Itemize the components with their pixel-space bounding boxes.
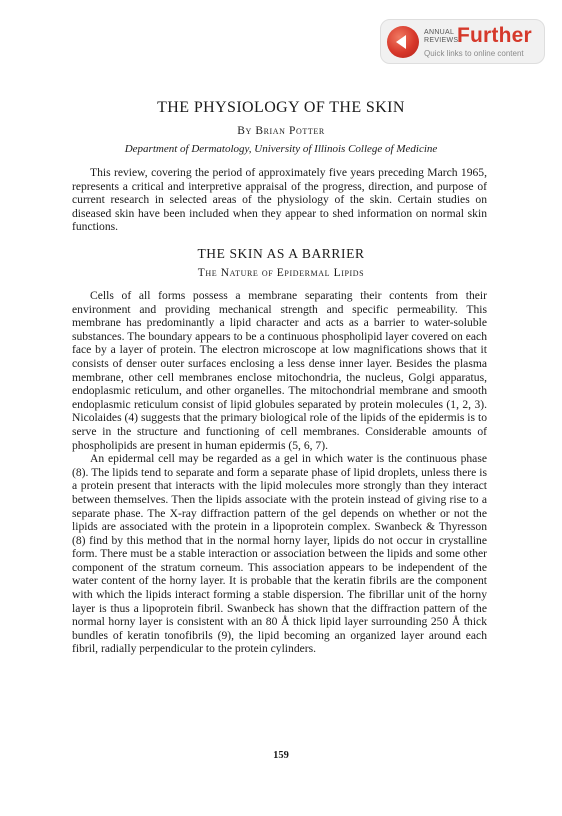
further-badge[interactable] [380, 19, 545, 64]
body-block [72, 289, 487, 656]
intro-paragraph: This review, covering the period of approximately five years preceding March 1965, represents a critical and interpretive appraisal of the progress, direction, and purpose of current research in selected areas of the physiology of the skin. Certain studies on diseased skin have been included when they appear to shed information on normal skin functions. [72, 166, 487, 234]
badge-tagline: Quick links to online content [424, 49, 524, 58]
body-paragraph-1: Cells of all forms possess a membrane separating their contents from their environment and providing mechanical strength and specific permeability. This membrane has predominantly a lipid character and acts as a barrier to water-soluble substances. The boundary appears to be a continuous phospholipid layer covered on each face by a layer of protein. The electron microscope at low magnifications shows that it consists of denser outer surfaces enclosing a less dense inner layer. Besides the plasma membrane, other cell membranes enclose mitochondria, the nucleus, Golgi apparatus, endoplasmic reticulum, and other organelles. The mitochondrial membrane and smooth endoplasmic reticulum consist of lipid globules separated by protein molecules (1, 2, 3). Nicolaides (4) suggests that the primary biological role of the lipids of the epidermis is to serve in the structure and functioning of cell membranes. Considerable amounts of phospholipids are present in human epidermis (5, 6, 7). [72, 289, 487, 452]
annual-reviews-label: ANNUAL REVIEWS [424, 29, 459, 44]
intro-block [72, 166, 487, 234]
page-number: 159 [273, 750, 289, 761]
article-affiliation: Department of Dermatology, University of Illinois College of Medicine [124, 143, 438, 155]
further-label: Further [457, 24, 532, 47]
article-author [0, 125, 562, 137]
section-heading: THE SKIN AS A BARRIER [197, 246, 365, 261]
body-paragraph-2: An epidermal cell may be regarded as a gel in which water is the continuous phase (8). The lipids tend to separate and form a separate phase of lipid droplets, unless there is a protein present that interacts with the lipid molecules more strongly than they interact between themselves. Then the lipids associate with the protein instead of giving rise to a separate phase. The X-ray diffraction pattern of the gel depends on whether or not the lipids are associated with the protein in a lipoprotein complex. Swanbeck & Thyresson (8) find by this method that in the normal horny layer, lipids do not occur in crystalline form. There must be a stable interaction or association between the lipids and some other component of the stratum corneum. This association appears to be independent of the water content of the horny layer. It is probable that the keratin fibrils are the component with which the lipids interact forming a stable dispersion. The fibrillar unit of the horny layer is thus a lipoprotein fibril. Swanbeck has shown that the diffraction pattern of the normal horny layer is consistent with an 80 Å thick lipid layer surrounding 250 Å thick bundles of keratin tonofibrils (9), the lipid becoming an organized layer around each fibril, radially perpendicular to the protein cylinders. [72, 452, 487, 656]
article-title: THE PHYSIOLOGY OF THE SKIN [157, 99, 405, 116]
play-arrow-circle-icon [387, 26, 419, 58]
subsection-heading [0, 267, 562, 279]
subsection-heading-text: The Nature of Epidermal Lipids [197, 267, 365, 279]
author-name: By Brian Potter [237, 125, 325, 137]
